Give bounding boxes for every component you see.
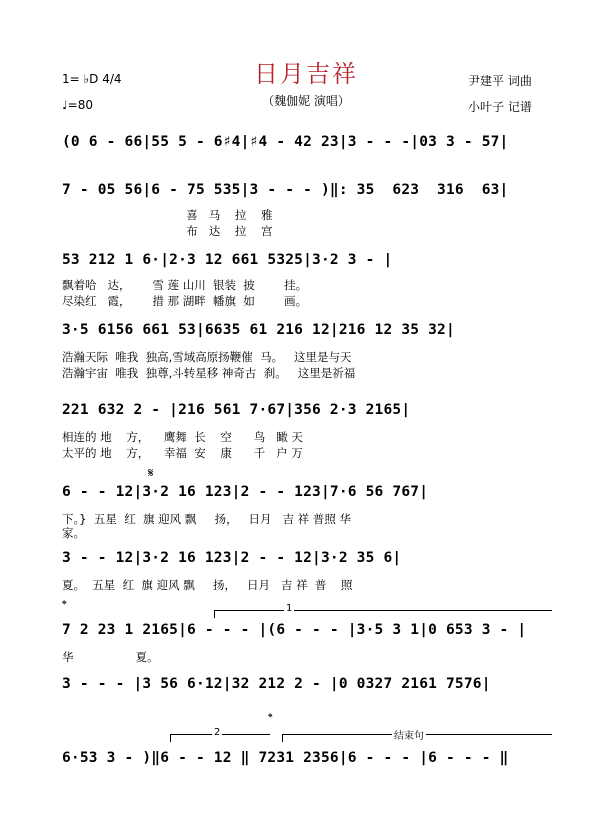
lyric-line-5b: 太平的 地 方， 幸福 安 康 千 户 万 xyxy=(62,446,303,460)
lyric-line-4a: 浩瀚天际 唯我 独高,雪域高原扬鞭催 马。 这里是与天 xyxy=(62,350,352,364)
notation-line-9: 3 - - - |3 56 6·12|32 212 2 - |0 0327 2161 7576| xyxy=(62,676,491,692)
volta-1-label: 1 xyxy=(286,603,293,614)
notation-line-3: 53 212 1 6·|2·3 12 661 5325|3·2 3 - | xyxy=(62,252,393,268)
lyric-line-2b: 布 达 拉 宫 xyxy=(62,224,273,238)
notation-line-6: 6 - - 12|3·2 16 123|2 - - 123|7·6 56 767| xyxy=(62,484,429,500)
notation-line-5: 221 632 2 - |216 561 7·67|356 2·3 2165| xyxy=(62,402,411,418)
ending-label: 结束句 xyxy=(392,727,426,742)
lyric-line-6b: 家。 xyxy=(62,526,85,540)
lyric-line-5a: 相连的 地 方， 鹰舞 长 空 鸟 瞰 天 xyxy=(62,430,303,444)
song-title: 日月吉祥 xyxy=(254,60,358,88)
notation-line-2: 7 - 05 56|6 - 75 535|3 - - - )‖: 35 623 316 63| xyxy=(62,182,509,198)
lyric-line-7a: 夏。 五星 红 旗 迎风 飘 扬， 日月 吉 祥 普 照 xyxy=(62,578,353,592)
credit-transcriber: 小叶子 记谱 xyxy=(468,100,532,114)
lyric-line-6a: 下。} 五星 红 旗 迎风 飘 扬， 日月 吉 祥 普照 华 xyxy=(62,512,351,526)
notation-line-1: (0 6 - 66|55 5 - 6♯4|♯4 - 42 23|3 - - -|03 3 - 57| xyxy=(62,134,509,150)
credits-block xyxy=(468,68,532,120)
segno-icon: 𝄋 xyxy=(148,466,154,481)
coda-icon-2: 𝄌 xyxy=(268,711,273,726)
coda-icon: 𝄌 xyxy=(62,598,67,613)
credit-lyrics-music: 尹建平 词曲 xyxy=(468,74,532,88)
notation-line-7: 3 - - 12|3·2 16 123|2 - - 12|3·2 35 6| xyxy=(62,550,402,566)
volta-1-bracket-tick xyxy=(214,610,215,618)
notation-line-8: 7 2 23 1 2165|6 - - - |(6 - - - |3·5 3 1|0 653 3 - | xyxy=(62,622,527,638)
tempo-marking: ♩=80 xyxy=(62,98,93,112)
volta-2-label: 2 xyxy=(214,727,221,738)
volta-1-bracket xyxy=(214,610,552,611)
ending-bracket-tick xyxy=(282,734,283,742)
volta-2-bracket-tick xyxy=(170,734,171,742)
notation-line-10: 6·53 3 - )‖6 - - 12 ‖ 7231 2356|6 - - - |6 - - - ‖ xyxy=(62,750,509,766)
lyric-line-3b: 尽染红 霞， 措 那 湖畔 幡旗 如 画。 xyxy=(62,294,308,308)
key-signature: 1= ♭D 4/4 xyxy=(62,72,122,86)
notation-line-4: 3·5 6156 661 53|6635 61 216 12|216 12 35 32| xyxy=(62,322,455,338)
lyric-line-4b: 浩瀚宇宙 唯我 独尊,斗转星移 神奇古 刹。 这里是祈福 xyxy=(62,366,356,380)
song-subtitle: （魏伽妮 演唱） xyxy=(262,94,350,108)
lyric-line-3a: 飘着哈 达， 雪 莲 山川 银装 披 挂。 xyxy=(62,278,308,292)
lyric-line-8a: 华 夏。 xyxy=(62,650,159,664)
lyric-line-2a: 喜 马 拉 雅 xyxy=(62,208,273,222)
